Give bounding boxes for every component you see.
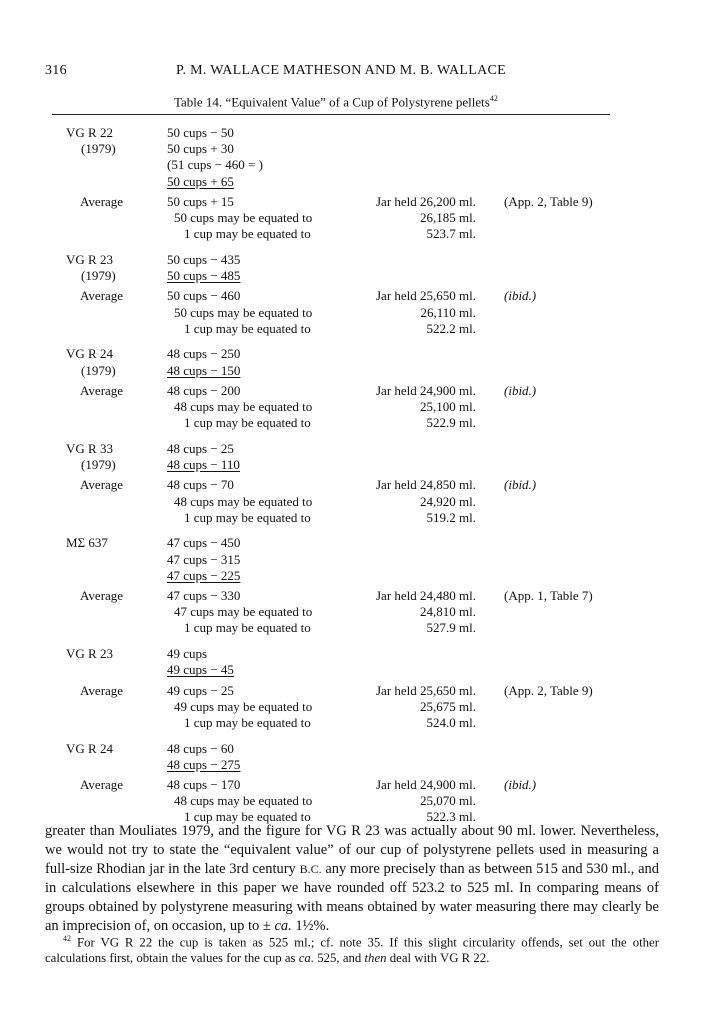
cup-volume: 523.7 ml. — [426, 226, 476, 242]
body-paragraph — [45, 822, 659, 936]
average-reading: 50 cups − 460 — [167, 288, 241, 304]
average-label: Average — [80, 682, 124, 698]
equated-volume: 24,810 ml. — [420, 604, 476, 620]
cup-reading: 50 cups − 435 — [167, 251, 241, 267]
equated-volume: 25,675 ml. — [420, 698, 476, 714]
equated-volume: 24,920 ml. — [420, 493, 476, 509]
cup-reading: 50 cups − 50 — [167, 125, 234, 140]
source-reference: (App. 2, Table 9) — [504, 682, 593, 698]
equated-label: 1 cup may be equated to — [184, 714, 311, 730]
cup-reading: (51 cups − 460 = ) — [167, 157, 263, 173]
cup-reading: 48 cups − 60 — [167, 740, 234, 756]
equated-label: 1 cup may be equated to — [184, 415, 311, 431]
equated-label: 50 cups may be equated to — [174, 210, 313, 225]
equated-label: 47 cups may be equated to — [174, 604, 313, 620]
footnote-ca: ca. — [298, 951, 315, 966]
cup-reading: 49 cups − 45 — [167, 662, 234, 678]
cup-reading: 48 cups − 275 — [167, 756, 241, 772]
average-reading: 50 cups + 15 — [167, 193, 234, 209]
specimen-year: (1979) — [81, 141, 116, 157]
jar-capacity: Jar held 24,900 ml. — [375, 777, 476, 792]
equated-label: 48 cups may be equated to — [174, 399, 313, 414]
body-text-2: any more precisely than as between 515 and 530 ml., and in calculations elsewhere in this paper we have rounded off 523.2 to 525 ml. In comparing means of groups obtained by polystyrene measuring with means obtained by water measuring there may clearly be an imprecision of, on occasion, up to ± — [45, 861, 660, 934]
jar-capacity: Jar held 25,650 ml. — [375, 682, 476, 698]
jar-capacity: Jar held 25,650 ml. — [375, 288, 476, 304]
cup-volume: 524.0 ml. — [426, 714, 476, 730]
cup-volume: 527.9 ml. — [426, 620, 476, 636]
average-label: Average — [80, 477, 124, 493]
table-caption-footnote-ref: 42 — [489, 94, 498, 103]
equated-label: 50 cups may be equated to — [174, 304, 313, 320]
equated-label: 48 cups may be equated to — [174, 793, 313, 809]
specimen-year: (1979) — [81, 268, 116, 284]
average-reading: 49 cups − 25 — [167, 682, 234, 698]
equated-label: 48 cups may be equated to — [174, 493, 313, 509]
cup-volume: 522.2 ml. — [426, 320, 476, 336]
body-text-3: 1½%. — [295, 918, 330, 934]
body-text-bc: B.C. — [299, 862, 322, 876]
cup-reading: 47 cups − 225 — [167, 567, 241, 583]
average-reading: 48 cups − 200 — [167, 382, 241, 398]
source-reference: (ibid.) — [504, 382, 537, 398]
footnote-then: then — [364, 951, 387, 966]
average-label: Average — [80, 288, 124, 304]
average-reading: 48 cups − 70 — [167, 477, 234, 493]
cup-volume: 519.2 ml. — [426, 509, 476, 525]
jar-capacity: Jar held 24,900 ml. — [375, 382, 476, 398]
equated-label: 1 cup may be equated to — [184, 226, 311, 242]
cup-reading: 50 cups + 30 — [167, 141, 234, 157]
equated-volume: 25,100 ml. — [420, 399, 476, 414]
source-reference: (App. 1, Table 7) — [504, 588, 593, 603]
specimen-label: VG R 23 — [66, 646, 113, 662]
average-label: Average — [80, 382, 124, 398]
specimen-label: VG R 24 — [66, 740, 113, 756]
source-reference: (ibid.) — [504, 288, 537, 304]
table-caption-text: Table 14. “Equivalent Value” of a Cup of Polystyrene pellets — [174, 94, 490, 110]
cup-reading: 48 cups − 25 — [167, 440, 234, 456]
cup-reading: 47 cups − 315 — [167, 551, 241, 567]
average-label: Average — [80, 193, 124, 209]
body-text-1: greater than Mouliates 1979, and the figure for VG R 23 was actually about 90 ml. lower. Nevertheless, we would not try to state the “equivalent value” of our cup of polystyrene pellets used in measuring a full-size Rhodian jar in the late 3rd century — [45, 823, 659, 877]
source-reference: (App. 2, Table 9) — [504, 193, 593, 209]
cup-reading: 47 cups − 450 — [167, 535, 241, 551]
footnote-text-3: deal with VG R 22. — [389, 951, 490, 966]
table-rule — [52, 114, 610, 115]
average-reading: 48 cups − 170 — [167, 777, 241, 792]
equated-label: 1 cup may be equated to — [184, 320, 311, 336]
equated-volume: 26,110 ml. — [420, 304, 476, 320]
specimen-label: VG R 22 — [66, 125, 113, 140]
equated-label: 1 cup may be equated to — [184, 620, 311, 636]
source-reference: (ibid.) — [504, 777, 537, 792]
footnote-number: 42 — [63, 934, 71, 943]
equated-volume: 25,070 ml. — [420, 793, 476, 809]
specimen-label: VG R 23 — [66, 251, 113, 267]
body-text-ca: ca. — [274, 918, 292, 934]
specimen-label: MΣ 637 — [66, 535, 108, 551]
specimen-year: (1979) — [81, 457, 116, 473]
equated-label: 1 cup may be equated to — [184, 509, 311, 525]
cup-reading: 49 cups — [167, 646, 208, 662]
equated-label: 1 cup may be equated to — [184, 809, 311, 825]
jar-capacity: Jar held 26,200 ml. — [375, 193, 476, 209]
average-label: Average — [80, 777, 124, 792]
cup-reading: 50 cups + 65 — [167, 173, 234, 189]
running-title: P. M. WALLACE MATHESON AND M. B. WALLACE — [176, 63, 507, 78]
specimen-label: VG R 33 — [66, 440, 113, 456]
footnote-text-1: For VG R 22 the cup is taken as 525 ml.; cf. note 35. If this slight circularity offends, set out the other calculations first, obtain the values for the cup as — [45, 935, 659, 966]
table-caption — [174, 94, 498, 110]
jar-capacity: Jar held 24,850 ml. — [375, 477, 476, 493]
footnote — [45, 931, 659, 966]
equated-volume: 26,185 ml. — [420, 210, 476, 225]
cup-reading: 48 cups − 150 — [167, 362, 241, 378]
cup-reading: 48 cups − 250 — [167, 346, 241, 362]
cup-reading: 50 cups − 485 — [167, 268, 241, 284]
specimen-label: VG R 24 — [66, 346, 113, 362]
footnote-text-2: 525, and — [317, 951, 362, 966]
jar-capacity: Jar held 24,480 ml. — [375, 588, 476, 603]
average-label: Average — [80, 588, 124, 603]
source-reference: (ibid.) — [504, 477, 537, 493]
equated-label: 49 cups may be equated to — [174, 698, 313, 714]
average-reading: 47 cups − 330 — [167, 588, 241, 603]
page-number: 316 — [45, 63, 67, 78]
cup-volume: 522.3 ml. — [426, 809, 476, 825]
cup-volume: 522.9 ml. — [426, 415, 476, 431]
specimen-year: (1979) — [81, 362, 116, 378]
cup-reading: 48 cups − 110 — [167, 457, 240, 473]
